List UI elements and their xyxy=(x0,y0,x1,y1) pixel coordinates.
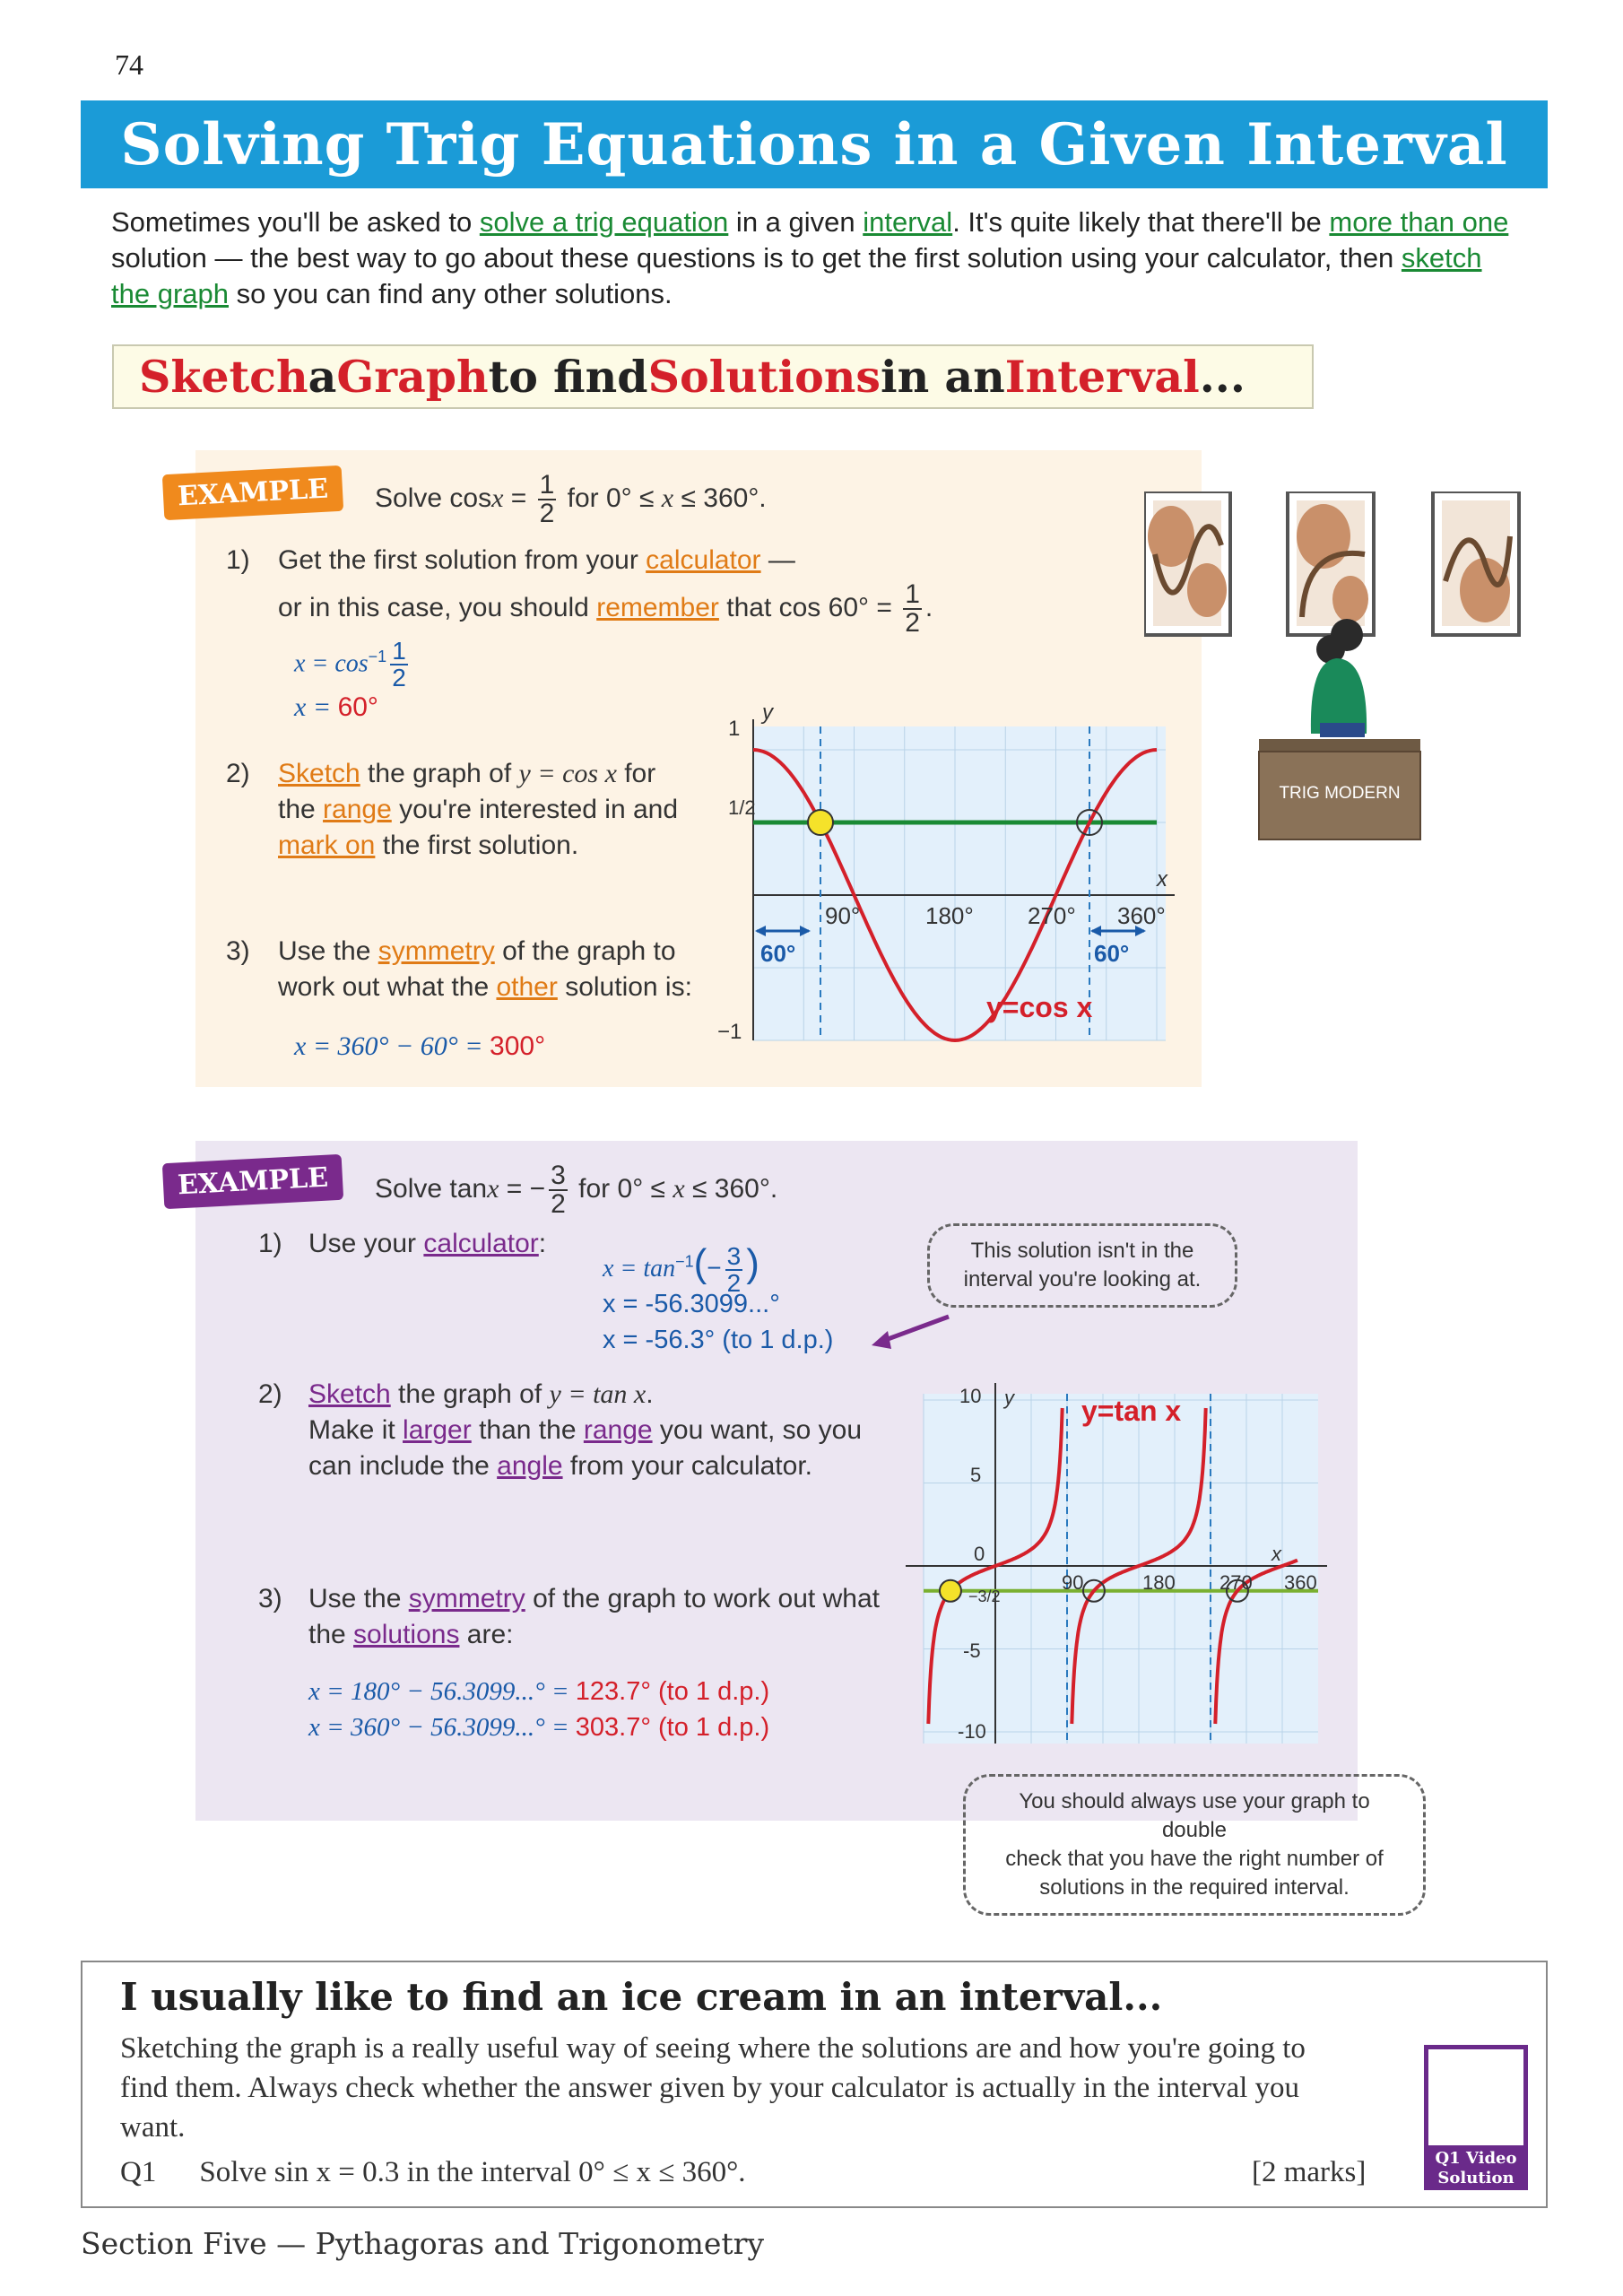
cos-x-label: x xyxy=(1157,867,1167,891)
cos-angle-label-left: 60° xyxy=(760,940,796,967)
heading-word: in an xyxy=(881,351,1005,403)
intro-text: Sometimes you'll be asked to xyxy=(111,206,480,238)
painting-1 xyxy=(1144,491,1230,635)
link-sketch-2[interactable]: Sketch xyxy=(308,1379,391,1409)
tan-y-tick-10: 10 xyxy=(959,1385,982,1407)
tan-y-tick-minus-three-halves: −3/2 xyxy=(968,1587,1001,1605)
link-calculator-2[interactable]: calculator xyxy=(423,1229,539,1258)
intro-text: solution — the best way to go about these questions is to get the first solution using your calculator, then xyxy=(111,242,1402,274)
gallery-illustration xyxy=(1144,491,1521,847)
heading-word: Interval xyxy=(1004,351,1200,403)
cos-y-tick-1: 1 xyxy=(728,717,741,741)
link-sketch[interactable]: Sketch xyxy=(278,759,360,788)
practice-question-marks: [2 marks] xyxy=(1252,2156,1367,2188)
cos-chart-background xyxy=(753,726,1166,1040)
cos-y-tick-half: 1/2 xyxy=(728,796,756,819)
link-mark-on[interactable]: mark on xyxy=(278,831,376,860)
example2-work1: $x = \tan^{-1}(-$ $\frac{3}{2}$ ) xyxy=(603,1241,759,1297)
heading-word: Solutions xyxy=(647,351,881,403)
example1-work1: $x = \cos^{-1}$ $\frac{1}{2}$ xyxy=(294,637,406,691)
example2-step2-line1: Sketch the graph of y = tan x. xyxy=(308,1379,654,1409)
tan-x-tick-90: 90 xyxy=(1062,1571,1084,1594)
example2-work2: x = -56.3099...° xyxy=(603,1290,780,1318)
cos-angle-label-right: 60° xyxy=(1094,940,1130,967)
bench-label: TRIG MODERN xyxy=(1279,784,1401,803)
painting-2 xyxy=(1288,491,1374,635)
example2-step2-line3: can include the angle from your calculator. xyxy=(308,1451,812,1481)
tan-y-tick-0: 0 xyxy=(974,1543,985,1565)
page-number: 74 xyxy=(115,48,143,81)
summary-text: Sketching the graph is a really useful way of seeing where the solutions are and how you're going to find them. Always check whether the answer given by your calculator is actually in the interval you want. xyxy=(120,2032,1306,2144)
example2-step3-line1: Use the symmetry of the graph to work out what xyxy=(308,1584,880,1613)
tan-x-tick-360: 360 xyxy=(1284,1571,1317,1594)
example1-step2-line3: mark on the first solution. xyxy=(278,831,579,860)
example2-step1-line: Use your calculator: xyxy=(308,1229,547,1258)
tan-x-tick-270: 270 xyxy=(1219,1571,1253,1594)
intro-link-solve[interactable]: solve a trig equation xyxy=(479,206,729,238)
link-symmetry[interactable]: symmetry xyxy=(378,936,495,966)
cos-y-tick-minus1: −1 xyxy=(717,1020,742,1044)
cos-series-label: y=cos x xyxy=(986,991,1093,1023)
tan-series-label: y=tan x xyxy=(1081,1395,1182,1427)
example1-answer: x = 360° − 60° = 300° xyxy=(294,1031,546,1061)
intro-text: in a given xyxy=(728,206,864,238)
intro-text: so you can find any other solutions. xyxy=(229,278,673,309)
title-banner xyxy=(81,100,1548,188)
tan-x-label: x xyxy=(1271,1543,1281,1565)
tan-y-label: y xyxy=(1004,1387,1014,1409)
example2-step2-line2: Make it larger than the range you want, so you xyxy=(308,1415,863,1445)
example2-step3-line2: the solutions are: xyxy=(308,1620,514,1649)
video-solution-link[interactable]: Q1 Video Solution xyxy=(1424,2145,1528,2190)
example1-step3-line1: Use the symmetry of the graph to xyxy=(278,936,676,966)
example1-question: Solve cosx = $\frac{1}{2}$ for 0° ≤ x ≤ 360°. xyxy=(375,470,767,528)
intro-paragraph xyxy=(111,204,1510,312)
link-angle[interactable]: angle xyxy=(497,1451,563,1481)
example2-step3-number: 3) xyxy=(258,1584,282,1613)
intro-link-sketch[interactable]: sketch the graph xyxy=(111,242,1482,309)
heading-word: a xyxy=(308,351,337,403)
practice-question-text: Solve sin x = 0.3 in the interval 0° ≤ x ≤ 360°. xyxy=(199,2156,746,2188)
intro-text: . It's quite likely that there'll be xyxy=(952,206,1330,238)
example2-question: Solve tanx = − $\frac{3}{2}$ for 0° ≤ x ≤ 360°. xyxy=(375,1161,778,1219)
example1-step2-line1: Sketch the graph of y = cos x for xyxy=(278,759,656,788)
tan-x-tick-180: 180 xyxy=(1142,1571,1176,1594)
cos-y-label: y xyxy=(762,700,773,725)
painting-3 xyxy=(1433,491,1519,635)
heading-word: Graph xyxy=(336,351,489,403)
tan-chart xyxy=(906,1376,1327,1752)
cos-solution-marker-1 xyxy=(808,810,833,835)
arrow-to-note xyxy=(868,1309,958,1354)
practice-question-number: Q1 xyxy=(120,2156,157,2188)
tan-y-tick-minus5: -5 xyxy=(963,1639,981,1662)
example2-step2-number: 2) xyxy=(258,1379,282,1409)
example2-step1-number: 1) xyxy=(258,1229,282,1258)
example1-step1-number: 1) xyxy=(226,545,250,575)
link-larger[interactable]: larger xyxy=(403,1415,472,1445)
summary-title: I usually like to find an ice cream in an interval... xyxy=(120,1975,1163,2019)
tan-solution-marker-calc xyxy=(940,1580,961,1602)
cos-x-tick-270: 270° xyxy=(1028,902,1076,929)
example1-step3-line2: work out what the other solution is: xyxy=(278,972,692,1002)
tan-y-tick-minus10: -10 xyxy=(958,1720,986,1743)
link-calculator[interactable]: calculator xyxy=(646,545,761,575)
example1-step2-line2: the range you're interested in and xyxy=(278,795,679,824)
note-double-check: You should always use your graph to double check that you have the right number of solutions in the required interval. xyxy=(963,1774,1426,1916)
link-range-2[interactable]: range xyxy=(583,1415,653,1445)
tan-y-tick-5: 5 xyxy=(970,1464,982,1486)
heading-word: Sketch xyxy=(139,351,308,403)
example1-badge: EXAMPLE xyxy=(162,465,343,520)
example1-step3-number: 3) xyxy=(226,936,250,966)
example1-step1-line2: or in this case, you should remember that cos 60° = $\frac{1}{2}$ . xyxy=(278,579,933,638)
cos-chart xyxy=(717,700,1184,1058)
link-range[interactable]: range xyxy=(323,795,392,824)
section-heading xyxy=(112,344,1314,409)
note-outside-interval: This solution isn't in the interval you're looking at. xyxy=(927,1223,1237,1308)
intro-link-interval[interactable]: interval xyxy=(863,206,953,238)
cos-x-tick-90: 90° xyxy=(825,902,861,929)
example2-work3: x = -56.3° (to 1 d.p.) xyxy=(603,1326,834,1354)
practice-question xyxy=(120,2156,746,2189)
link-remember[interactable]: remember xyxy=(596,592,719,622)
heading-word: to find xyxy=(488,351,648,403)
example2-answer2: x = 360° − 56.3099...° = 303.7° (to 1 d.p.) xyxy=(308,1713,770,1742)
cos-x-tick-180: 180° xyxy=(925,902,974,929)
example1-work2: x = 60° xyxy=(294,692,378,722)
heading-word: ... xyxy=(1199,351,1245,403)
intro-link-more[interactable]: more than one xyxy=(1329,206,1509,238)
cos-x-tick-360: 360° xyxy=(1117,902,1166,929)
example2-answer1: x = 180° − 56.3099...° = 123.7° (to 1 d.p.) xyxy=(308,1677,770,1706)
link-symmetry-2[interactable]: symmetry xyxy=(408,1584,525,1613)
link-other[interactable]: other xyxy=(496,972,558,1002)
page-title: Solving Trig Equations in a Given Interval xyxy=(120,110,1508,178)
example1-step2-number: 2) xyxy=(226,759,250,788)
example1-step1-line1: Get the first solution from your calculator — xyxy=(278,545,795,575)
section-footer: Section Five — Pythagoras and Trigonometry xyxy=(81,2226,765,2261)
example2-badge: EXAMPLE xyxy=(162,1154,343,1209)
link-solutions[interactable]: solutions xyxy=(353,1620,460,1649)
tan-chart-background xyxy=(924,1394,1318,1744)
